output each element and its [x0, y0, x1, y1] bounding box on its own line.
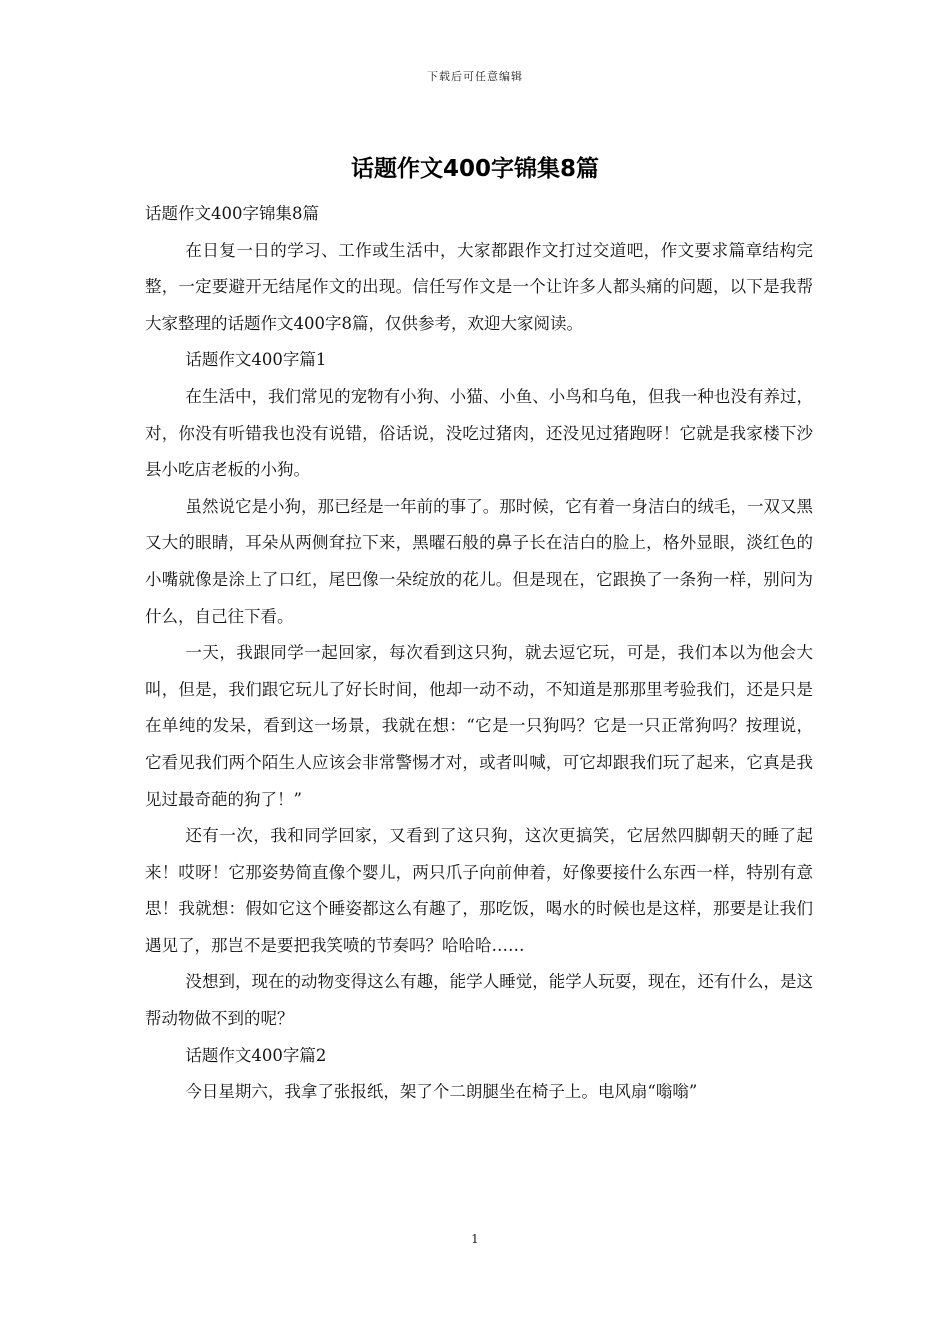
document-body — [145, 196, 813, 1111]
document-title: 话题作文400字锦集8篇 — [350, 156, 599, 182]
body-paragraph: 虽然说它是小狗，那已经是一年前的事了。那时候，它有着一身洁白的绒毛，一双又黑又大的眼睛，耳朵从两侧耷拉下来，黑曜石般的鼻子长在洁白的脸上，格外显眼，淡红色的小嘴就像是涂上了口红，尾巴像一朵绽放的花儿。但是现在，它跟换了一条狗一样，别问为什么，自己往下看。 — [145, 496, 813, 626]
header-note: 下载后可任意编辑 — [427, 70, 523, 83]
intro-paragraph: 在日复一日的学习、工作或生活中，大家都跟作文打过交道吧，作文要求篇章结构完整，一定要避开无结尾作文的出现。信任写作文是一个让许多人都头痛的问题，以下是我帮大家整理的话题作文400字8篇，仅供参考，欢迎大家阅读。 — [145, 240, 813, 333]
body-paragraph: 在生活中，我们常见的宠物有小狗、小猫、小鱼、小鸟和乌龟，但我一种也没有养过，对，你没有听错我也没有说错，俗话说，没吃过猪肉，还没见过猪跑呀！它就是我家楼下沙县小吃店老板的小狗。 — [145, 386, 813, 480]
page-number: 1 — [471, 1232, 479, 1246]
body-paragraph: 一天，我跟同学一起回家，每次看到这只狗，就去逗它玩，可是，我们本以为他会大叫，但是，我们跟它玩儿了好长时间，他却一动不动，不知道是那那里考验我们，还是只是在单纯的发呆，看到这一场景，我就在想：“它是一只狗吗？它是一只正常狗吗？按理说，它看见我们两个陌生人应该会非常警惕才对，或者叫喊，可它却跟我们玩了起来，它真是我见过最奇葩的狗了！” — [145, 643, 813, 809]
body-paragraph: 今日星期六，我拿了张报纸，架了个二朗腿坐在椅子上。电风扇“嗡嗡” — [185, 1082, 698, 1102]
section-heading-1: 话题作文400字篇1 — [185, 350, 327, 370]
body-paragraph: 还有一次，我和同学回家，又看到了这只狗，这次更搞笑，它居然四脚朝天的睡了起来！哎呀！它那姿势简直像个婴儿，两只爪子向前伸着，好像要接什么东西一样，特别有意思！我就想：假如它这个睡姿都这么有趣了，那吃饭，喝水的时候也是这样，那要是让我们遇见了，那岂不是要把我笑喷的节奏吗？哈哈哈…… — [145, 826, 813, 955]
section-heading-2: 话题作文400字篇2 — [185, 1045, 327, 1065]
subtitle-paragraph: 话题作文400字锦集8篇 — [145, 204, 319, 223]
body-paragraph: 没想到，现在的动物变得这么有趣，能学人睡觉，能学人玩耍，现在，还有什么，是这帮动物做不到的呢？ — [145, 972, 813, 1029]
